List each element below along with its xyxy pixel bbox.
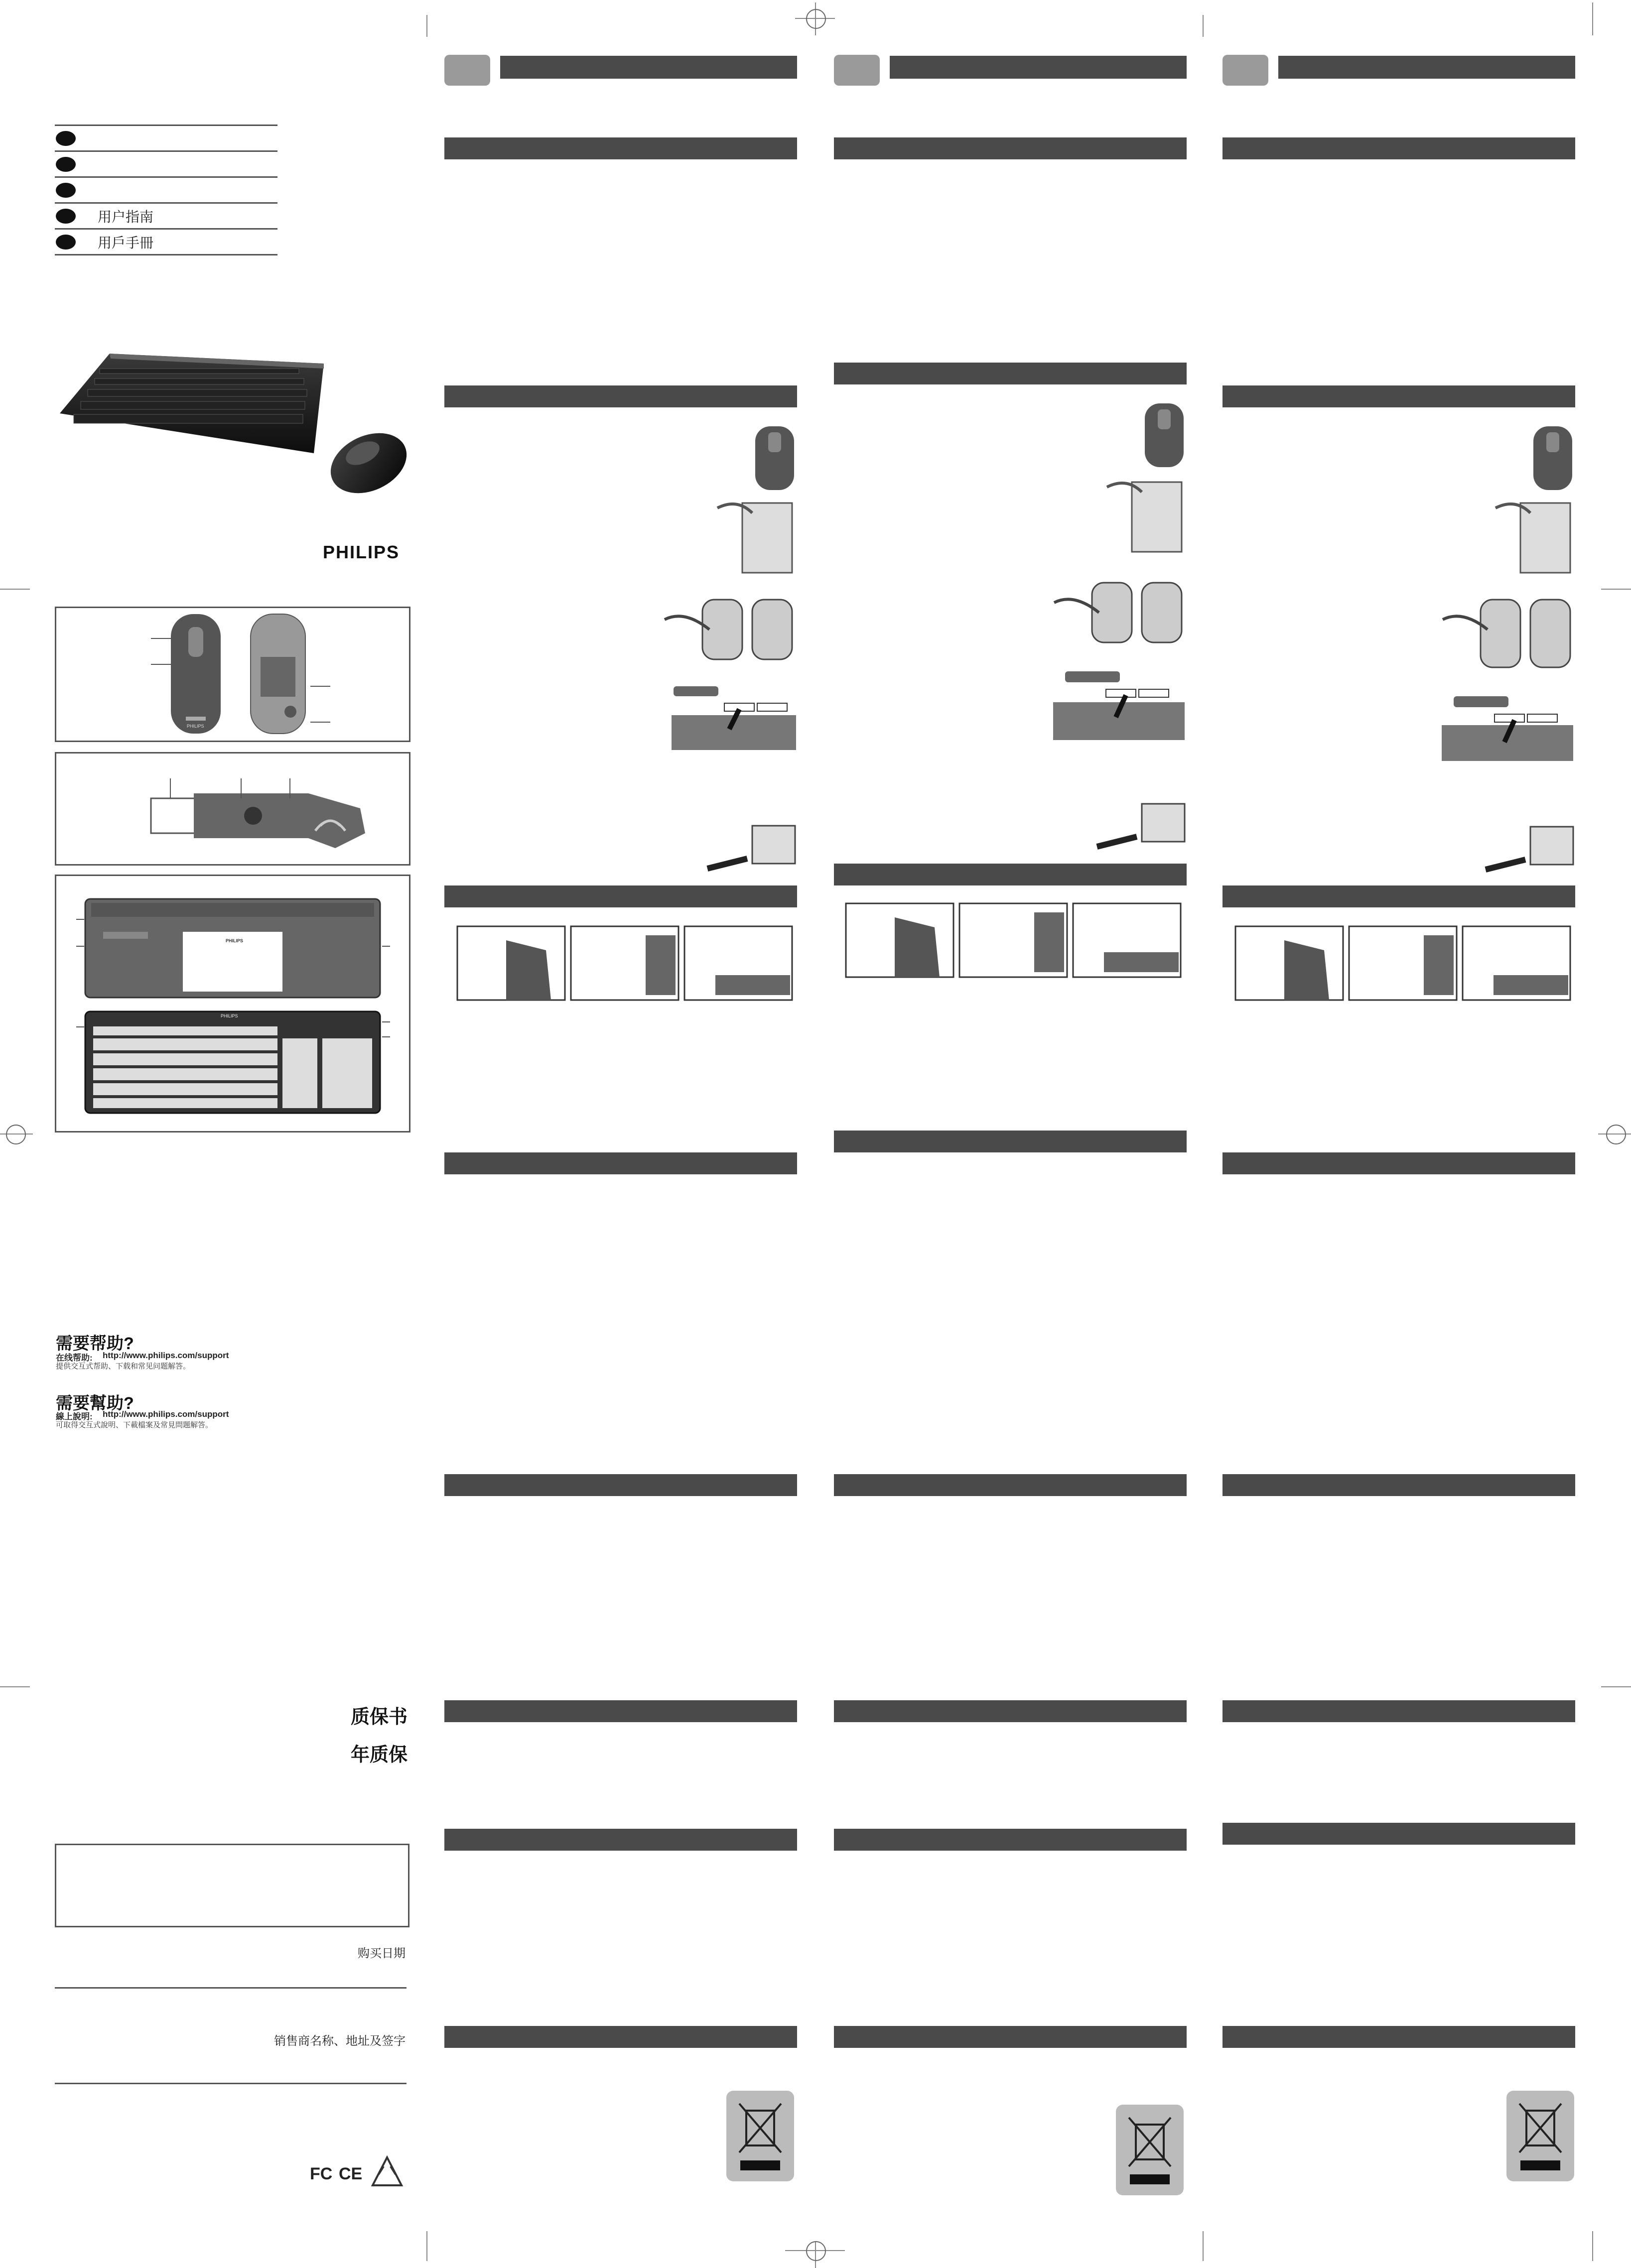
battery-image xyxy=(670,684,797,754)
column-tab-square xyxy=(834,55,880,86)
help-title-tc: 需要幫助? xyxy=(56,1394,134,1413)
crop-mark xyxy=(1592,2,1593,35)
crop-mark xyxy=(1203,2231,1204,2261)
section-header xyxy=(1223,885,1575,907)
section-header xyxy=(1223,1474,1575,1496)
language-label[interactable]: 用戶手冊 xyxy=(98,235,154,251)
mouse-bottom-image xyxy=(241,612,320,736)
mouse-top-image xyxy=(752,424,797,492)
mouse-top-image xyxy=(1142,401,1187,469)
weee-bin-icon xyxy=(1116,2105,1184,2195)
brand-logo: PHILIPS xyxy=(323,542,400,562)
callout-line xyxy=(310,722,330,723)
column-tab-bar xyxy=(890,56,1187,79)
help-desc-tc: 可取得交互式說明、下載檔案及常見問題解答。 xyxy=(56,1421,213,1429)
language-label[interactable]: 用户指南 xyxy=(98,209,154,225)
usb-insert-image xyxy=(702,824,797,879)
section-header xyxy=(834,363,1187,384)
section-header xyxy=(834,864,1187,885)
divider xyxy=(55,228,277,230)
crop-mark xyxy=(1203,15,1204,37)
computer-tower-image xyxy=(712,498,797,575)
keyboard-diagram-panel xyxy=(55,875,410,1133)
warranty-subtitle: 年质保 xyxy=(351,1745,408,1765)
battery-insert-image xyxy=(1441,595,1575,672)
section-header xyxy=(1223,2026,1575,2048)
mouse-top-image xyxy=(156,612,236,736)
section-header xyxy=(444,1474,797,1496)
crop-mark xyxy=(1601,1686,1631,1687)
keyboard-brand-label: PHILIPS xyxy=(221,1013,238,1018)
connect-step-image xyxy=(456,925,793,1001)
callout-line xyxy=(170,778,171,798)
section-header xyxy=(1223,1700,1575,1722)
mouse-diagram-panel xyxy=(55,607,410,742)
column-tab-square xyxy=(444,55,490,86)
crop-mark xyxy=(0,1686,30,1687)
column-tab-bar xyxy=(1278,56,1575,79)
section-header xyxy=(1223,1823,1575,1845)
callout-line xyxy=(382,1036,390,1037)
battery-image xyxy=(1051,669,1187,743)
label-card-brand: PHILIPS xyxy=(226,938,244,943)
mouse-top-image xyxy=(1530,424,1575,492)
recycle-icon xyxy=(369,2154,406,2191)
language-bullet-icon xyxy=(56,131,76,146)
divider xyxy=(55,202,277,204)
section-header xyxy=(1223,137,1575,159)
section-header xyxy=(834,1829,1187,1851)
callout-line xyxy=(76,1026,84,1027)
weee-bin-icon xyxy=(1506,2091,1574,2181)
usb-insert-image xyxy=(1092,802,1187,857)
crop-mark xyxy=(0,589,30,590)
registration-mark-icon xyxy=(806,9,826,29)
receiver-diagram-panel xyxy=(55,752,410,866)
callout-line xyxy=(151,664,171,665)
help-url-tc[interactable]: http://www.philips.com/support xyxy=(103,1409,229,1419)
divider xyxy=(55,176,277,178)
callout-line xyxy=(151,638,171,639)
purchase-date-label: 购买日期 xyxy=(358,1947,406,1960)
battery-image xyxy=(1440,694,1575,764)
keyboard-bottom-image xyxy=(83,897,382,1000)
battery-insert-image xyxy=(1052,578,1187,647)
column-tab-square xyxy=(1223,55,1268,86)
usb-receiver-image xyxy=(146,778,380,853)
callout-line xyxy=(76,946,84,947)
section-header xyxy=(444,1700,797,1722)
help-url-sc[interactable]: http://www.philips.com/support xyxy=(103,1351,229,1360)
section-header xyxy=(444,385,797,407)
section-header xyxy=(1223,1152,1575,1174)
crop-mark xyxy=(1601,589,1631,590)
computer-tower-image xyxy=(1102,477,1187,554)
registration-mark-icon xyxy=(1606,1125,1626,1144)
battery-insert-image xyxy=(663,595,797,664)
keyboard-top-image xyxy=(83,1009,382,1115)
language-bullet-icon xyxy=(56,209,76,224)
column-tab-bar xyxy=(500,56,797,79)
language-bullet-icon xyxy=(56,235,76,250)
section-header xyxy=(834,1131,1187,1152)
section-header xyxy=(444,2026,797,2048)
language-bullet-icon xyxy=(56,157,76,172)
mouse-brand-label: PHILIPS xyxy=(187,724,204,729)
usb-insert-image xyxy=(1481,825,1575,880)
warranty-title: 质保书 xyxy=(351,1707,408,1728)
registration-mark-icon xyxy=(806,2241,826,2261)
warranty-stamp-box xyxy=(55,1844,409,1927)
section-header xyxy=(1223,385,1575,407)
divider xyxy=(55,2083,407,2084)
section-header xyxy=(834,1474,1187,1496)
fcc-mark: FC xyxy=(310,2164,333,2183)
section-header xyxy=(834,2026,1187,2048)
callout-line xyxy=(241,778,242,798)
help-title-sc: 需要帮助? xyxy=(56,1334,134,1353)
callout-line xyxy=(76,919,84,920)
help-online-label-tc: 線上說明: xyxy=(56,1412,93,1421)
crop-mark xyxy=(1592,2231,1593,2261)
computer-tower-image xyxy=(1491,498,1575,575)
callout-line xyxy=(382,1021,390,1022)
crop-mark xyxy=(426,15,427,37)
section-header xyxy=(834,1700,1187,1722)
callout-line xyxy=(310,686,330,687)
divider xyxy=(55,125,277,126)
section-header xyxy=(444,1152,797,1174)
divider xyxy=(55,150,277,152)
connect-step-image xyxy=(845,902,1182,978)
help-desc-sc: 提供交互式帮助、下载和常见问题解答。 xyxy=(56,1362,191,1371)
section-header xyxy=(444,885,797,907)
registration-mark-icon xyxy=(6,1125,26,1144)
dealer-label: 销售商名称、地址及签字 xyxy=(274,2034,406,2048)
section-header xyxy=(834,137,1187,159)
ce-mark: CE xyxy=(339,2164,363,2183)
weee-bin-icon xyxy=(726,2091,794,2181)
keyboard-mouse-product-image xyxy=(55,344,413,503)
crop-mark xyxy=(426,2231,427,2261)
section-header xyxy=(444,1829,797,1851)
section-header xyxy=(444,137,797,159)
divider xyxy=(55,254,277,255)
connect-step-image xyxy=(1234,925,1571,1001)
callout-line xyxy=(382,946,390,947)
divider xyxy=(55,1987,407,1989)
language-bullet-icon xyxy=(56,183,76,198)
help-online-label-sc: 在线帮助: xyxy=(56,1353,93,1363)
callout-line xyxy=(289,778,290,798)
